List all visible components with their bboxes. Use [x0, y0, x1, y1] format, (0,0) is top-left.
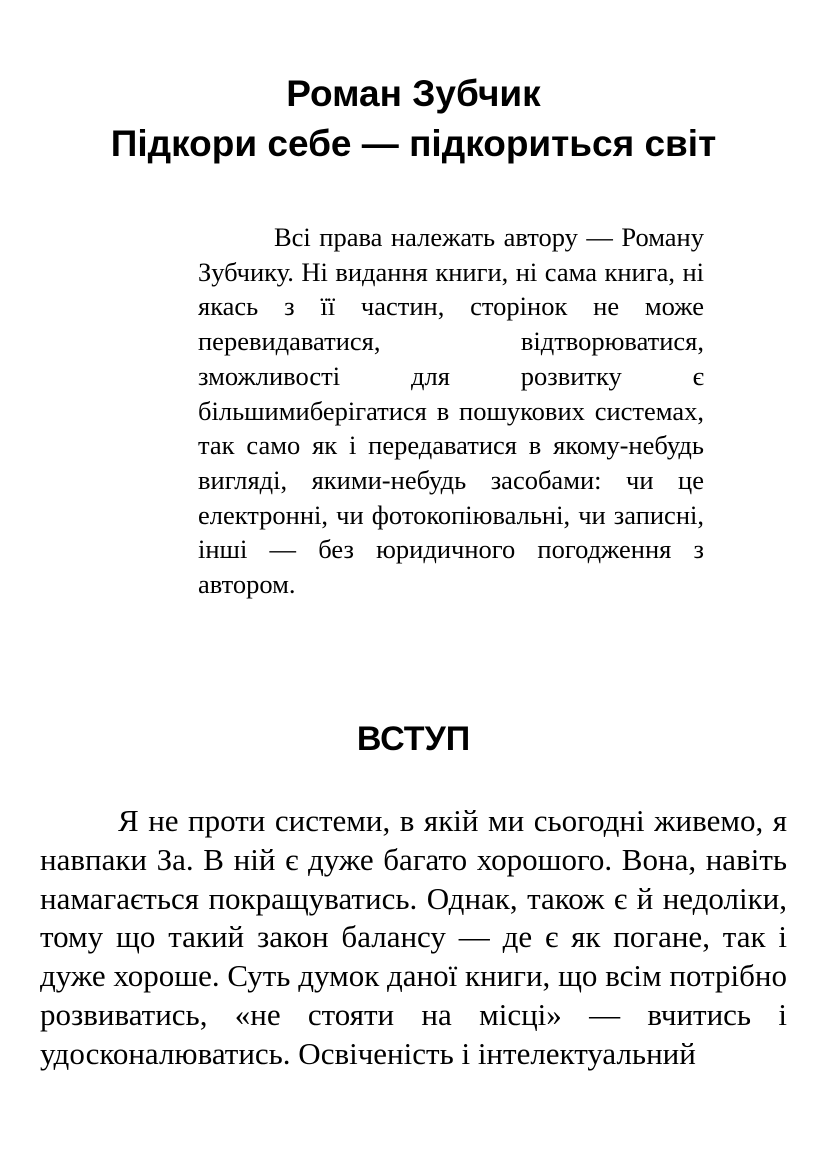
intro-paragraph: Я не проти системи, в якій ми сьогодні живемо, я навпаки За. В ній є дуже багато хорошого. Вона, навіть намагається покращуватись. Однак, також є й недоліки, тому що такий закон балансу — де є як погане, так і дуже хороше. Суть думок даної книги, що всім потрібно розвиватись, «не стояти на місці» — вчитись і удосконалюватись. Освіченість і інтелектуальний	[40, 803, 787, 1071]
title-block	[0, 69, 827, 169]
book-title: Підкори себе — підкориться світ	[110, 122, 717, 164]
copyright-notice: Всі права належать автору — Роману Зубчику. Ні видання книги, ні сама книга, ні якась з її частин, сторінок не може перевидаватися, відтворюватися, зможливості для розвитку є більшимиберігатися в пошукових системах, так само як і передаватися в якому-небудь вигляді, якими-небудь засобами: чи це електронні, чи фотокопіювальні, чи записні, інші — без юридичного погодження з автором.	[198, 222, 704, 600]
author-name: Роман Зубчик	[286, 72, 541, 114]
section-heading: ВСТУП	[356, 720, 471, 758]
